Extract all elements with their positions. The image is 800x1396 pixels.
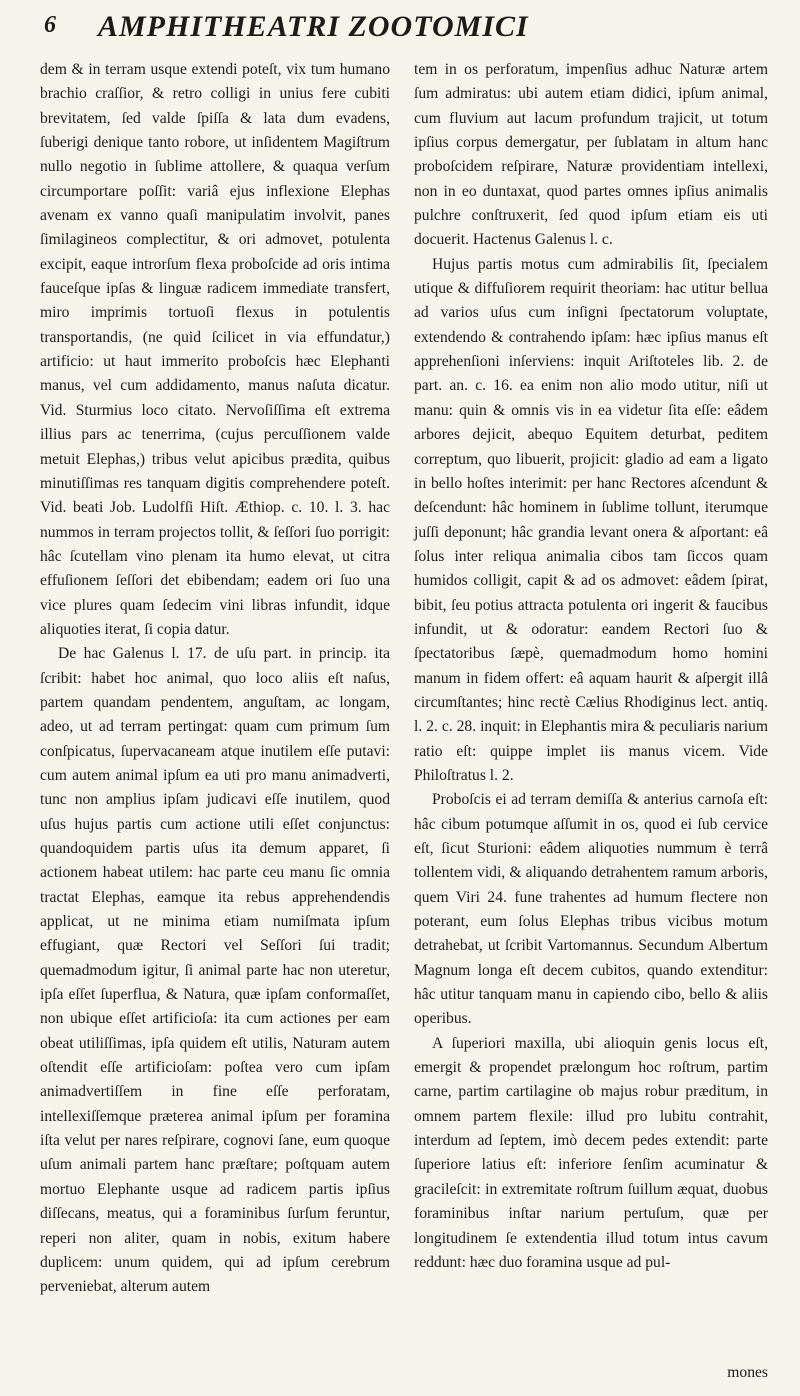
page-number: 6 <box>44 12 56 38</box>
catchword: mones <box>727 1364 768 1381</box>
paragraph: Hujus partis motus cum admirabilis ſit, ſpecialem utique & diffuſiorem requirit theoriam: hac utitur bellua ad varios uſus cum inſigni ſpectatorum voluptate, extendendo & contrahendo ipſam: hæc ipſius manus eſt apprehenſioni inſerviens: inquit Ariſtoteles lib. 2. de part. an. c. 16. ea enim non alio modo utitur, niſi ut manu: quin & omnis vis in ea videtur ſita eſſe: eâdem arbores dejicit, abequo Equitem deturbat, peditem correptum, quo libuerit, projicit: gladio ad eam a ligato in bello hoſtes interimit: per hanc Rectores aſcendunt & deſcendunt: hâc hominem in ſublime tollunt, iterumque juſſi deponunt; hâc grandia levant onera & aſportant: eâ ſolus inter reliqua animalia cibos tam ſiccos quam humidos colligit, capit & ad os admovet: eâdem ſpirat, bibit, ſeu potius attracta potulenta ori ingerit & faucibus infundit, ut & odoratur: eandem Rectori ſuo & ſpectatoribus ſæpè, quemadmodum homo homini manum in fidem offert: eâ aquam haurit & aſpergit illâ circumſtantes; hinc rectè Cælius Rhodiginus lect. antiq. l. 2. c. 28. inquit: in Elephantis mira & peculiaris narium ratio eſt: quippe implet iis manus vicem. Vide Philoſtratus l. 2. <box>414 255 768 784</box>
paragraph: A ſuperiori maxilla, ubi alioquin genis locus eſt, emergit & propendet prælongum hoc roſtrum, partim carne, partim cartilagine ob majus robur præditum, in omnem partem flexile: illud pro lubitu contrahit, interdum ad ſeptem, imò decem pedes extendit: parte ſuperiore latius eſt: inferiore ſenſim acuminatur & gracileſcit: in extremitate roſtrum ſuillum æquat, duobus foraminibus inſtar narium pertuſum, quæ per longitudinem ſe extendentia illud totum intus cavum reddunt: hæc duo foramina usque ad pul- <box>414 1034 768 1271</box>
right-column <box>414 58 768 1275</box>
paragraph: dem & in terram usque extendi poteſt, vix tum humano brachio craſſior, & retro colligi in unius fere cubiti brevitatem, ſed valde ſpiſſa & lata dum evadens, ſuberigi denique tanto robore, ut inſidentem Magiſtrum nullo negotio in ſublime attollere, & quaqua verſum circumportare poſſit: variâ ejus inflexione Elephas avenam ex vanno quaſi manipulatim involvit, panes ſimilagineos complectitur, & ori admovet, potulenta excipit, eaque introrſum flexa proboſcide ad oris intima fauceſque ipſas & linguæ radicem immediate transfert, miro imprimis tortuoſi flexus in potulentis transportandis, (ne quid ſcilicet in via effundatur,) artificio: ut haut immerito proboſcis hæc Elephanti manus, vel cum addidamento, manus naſuta dicatur. Vid. Sturmius loco citato. Nervoſiſſima eſt extrema illius pars ac tenerrima, (cujus percuſſionem valde metuit Elephas,) tribus velut apicibus prædita, quibus minutiſſimas res tanquam digitis comprehendere poteſt. Vid. beati Job. Ludolfſi Hiſt. Æthiop. c. 10. l. 3. hac nummos in terram projectos tollit, & ſeſſori ſuo porrigit: hâc ſcutellam vino plenam ita humo elevat, ut citra effuſionem ſeſſori det ebibendam; eadem ori ſuo una vice plures quam ſedecim vini libras infundit, idque aliquoties iterat, ſi copia datur. <box>40 61 390 638</box>
page-header <box>40 8 766 48</box>
paragraph: De hac Galenus l. 17. de uſu part. in princip. ita ſcribit: habet hoc animal, quo loco aliis eſt naſus, partem quandam pendentem, anguſtam, ac longam, adeo, ut ad terram pertingat: quam cum primum ſum conſpicatus, ſupervacaneam atque inutilem eſſe putavi: cum autem animal ipſum ea uti pro manu animadverti, tunc non amplius ipſam judicavi eſſe inutilem, quod uſus hujus partis cum actione utili eſſet conjunctus: quandoquidem partis uſus ita demum apparet, ſi actionem habeat utilem: hac parte ceu manu ſic omnia tractat Elephas, eamque ita rebus apprehendendis applicat, ut ne minima etiam numiſmata ipſum effugiant, quæ Rectori vel Seſſori ſui tradit; quemadmodum igitur, ſi animal parte hac non uteretur, ipſa eſſet ſuperflua, & Natura, quæ ipſam conformaſſet, non ubique eſſet artificioſa: ita cum actiones per eam obeat utiliſſimas, ipſa quidem eſt utilis, Naturam autem oſtendit eſſe artificioſam: poſtea vero cum ipſam animadvertiſſem in fine eſſe perforatam, intellexiſſemque præterea animal ipſum per foramina iſta velut per nares reſpirare, cognovi ſane, eum quoque uſum animali partem hanc præſtare; poſtquam autem mortuo Elephante usque ad radicem partis ipſius diſſecans, meatus, qui a foraminibus ſurſum feruntur, reperi non aliter, quam in nobis, exitum habere duplicem: unum quidem, qui ad ipſum cerebrum perveniebat, alterum autem <box>40 645 390 1296</box>
left-column <box>40 58 390 1300</box>
paragraph: tem in os perforatum, impenſius adhuc Naturæ artem ſum admiratus: ubi autem etiam didici, ipſum animal, cum fluvium aut lacum profundum trajicit, ut totum ipſius corpus demergatur, per ſublatam in altum hanc proboſcidem reſpirare, Naturæ providentiam intellexi, non in eo duntaxat, quod partes omnes ipſius animalis pulchre conſtruxerit, ſed quod ipſum etiam eis uti docuerit. Hactenus Galenus l. c. <box>414 61 768 249</box>
running-head: AMPHITHEATRI ZOOTOMICI <box>98 10 529 43</box>
paragraph: Proboſcis ei ad terram demiſſa & anterius carnoſa eſt: hâc cibum potumque aſſumit in os, quod ei ſub cervice eſt, ſicut Sturioni: eâdem aliquoties nummum è terrâ tollentem vidi, & aliquando detrahentem ramum arboris, quem Viri 24. fune trahentes ad humum flectere non poterant, eum ſolus Elephas tribus vicibus motum detrahebat, ut ſcribit Vartomannus. Secundum Albertum Magnum longa eſt decem cubitos, quando extenditur: hâc utitur tanquam manu in capiendo cibo, bello & aliis operibus. <box>414 791 768 1028</box>
